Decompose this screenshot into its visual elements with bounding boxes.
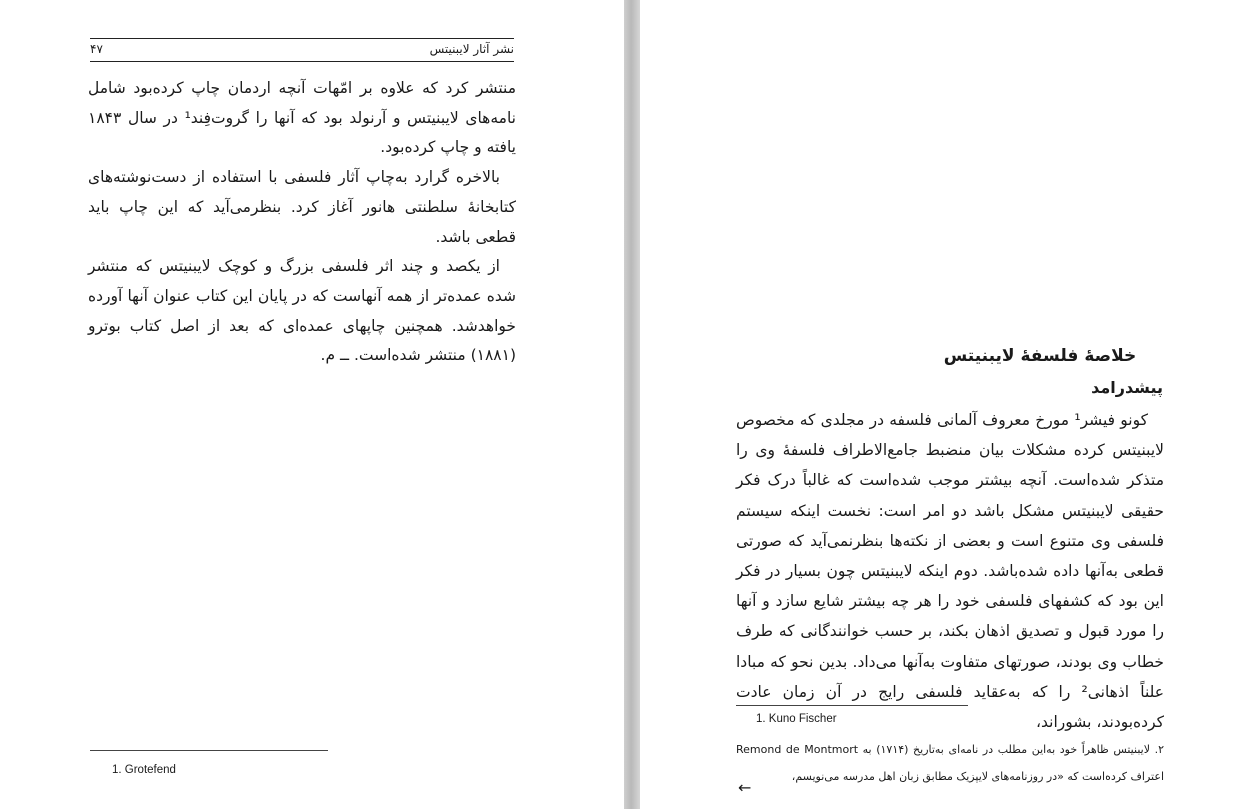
left-body-text <box>88 74 516 371</box>
section-title: پیشدرامد <box>1091 378 1163 397</box>
footnote-divider <box>736 705 968 706</box>
paragraph: از یکصد و چند اثر فلسفی بزرگ و کوچک لایبنیتس که منتشر شده عمده‌تر از همه آنهاست که در پایان این کتاب عنوان آنها آورده خواهدشد. همچنین چاپهای عمده‌ای که بعد از اصل کتاب بوترو (۱۸۸۱) منتشر شده‌است. ــ م. <box>88 257 516 365</box>
book-gutter <box>624 0 640 809</box>
paragraph: بالاخره گرارد به‌چاپ آثار فلسفی با استفاده از دست‌نوشته‌های کتابخانهٔ سلطنتی هانور آغاز کرد. بنظرمی‌آید که این چاپ باید قطعی باشد. <box>88 168 516 246</box>
right-page <box>640 0 1248 809</box>
running-header <box>90 38 514 62</box>
paragraph: منتشر کرد که علاوه بر امّهات آنچه اردمان چاپ کرده‌بود شامل نامه‌های لایبنیتس و آرنولد بود که آنها را گروت‌فِند¹ در سال ۱۸۴۳ یافته و چاپ کرده‌بود. <box>88 79 516 157</box>
footnote: 1. Grotefend <box>112 764 176 776</box>
running-title: نشر آثار لایبنیتس <box>429 42 514 56</box>
chapter-title: خلاصهٔ فلسفهٔ لایبنیتس <box>943 346 1137 366</box>
page-number: ۴۷ <box>90 42 103 56</box>
footnote-divider <box>90 750 328 751</box>
paragraph: کونو فیشر¹ مورخ معروف آلمانی فلسفه در مجلدی که مخصوص لایبنیتس کرده مشکلات بیان منضبط جامع‌الاطراف فلسفهٔ وی را متذکر شده‌است. آنچه بیشتر موجب شده‌است که غالباً درک فکر حقیقی لایبنیتس مشکل باشد دو امر است: نخست اینکه سیستم فلسفی وی متنوع است و بعضی از نکته‌ها بنظرنمی‌آید که صورتی قطعی به‌آنها داده شده‌باشد. دوم اینکه لایبنیتس چون بسیار در فکر این بود که کشفهای فلسفی خود را هر چه بیشتر شایع سازد و آنها را مورد قبول و تصدیق اذهان بکند، بر حسب خوانندگانی که طرف خطاب وی بودند، صورتهای متفاوت به‌آنها می‌داد. بدین نحو که مبادا علناً اذهانی² را که به‌عقاید فلسفی رایج در آن زمان عادت کرده‌بودند، بشوراند، <box>736 411 1164 732</box>
footnote <box>736 736 1164 790</box>
footnote-text: ۲. لایبنیتس ظاهراً خود به‌این مطلب در نامه‌ای به‌تاریخ (۱۷۱۴) به Remond de Montmort اعتراف کرده‌است که «در روزنامه‌های لایپزیک مطابق زبان اهل مدرسه می‌نویسم، <box>736 743 1164 783</box>
right-body-text <box>736 405 1164 737</box>
footnote: 1. Kuno Fischer <box>756 713 837 725</box>
continuation-arrow-icon: ← <box>738 778 752 797</box>
